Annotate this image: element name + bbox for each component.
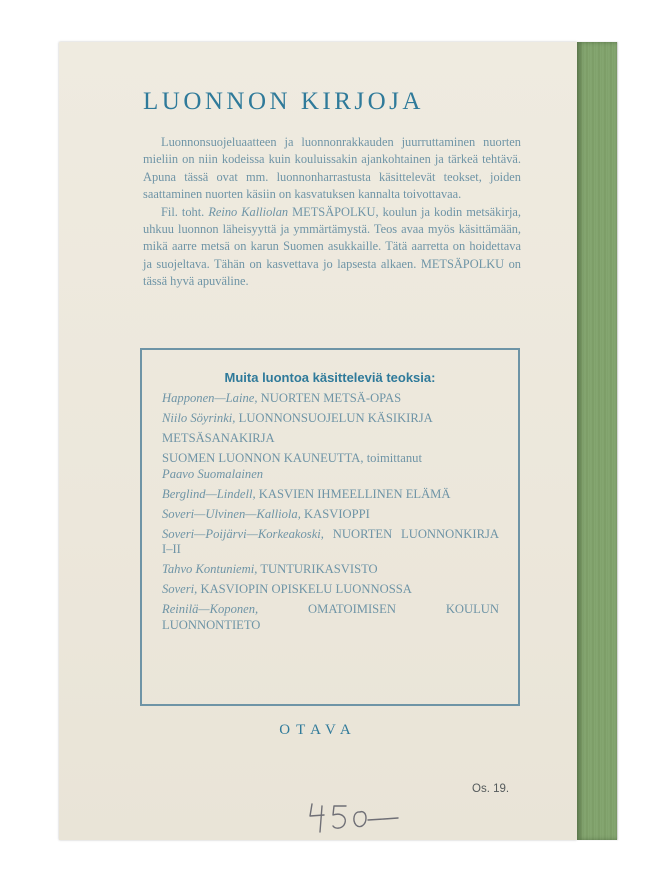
book-entry xyxy=(162,582,499,598)
book-author: Happonen—Laine, xyxy=(162,391,258,405)
book-author: Tahvo Kontuniemi, xyxy=(162,562,258,577)
book-author: Soveri, xyxy=(162,582,198,597)
book-entry xyxy=(162,507,499,523)
intro-lead: Fil. toht. xyxy=(161,204,205,219)
book-entry xyxy=(162,391,499,407)
book-title: SUOMEN LUONNON KAUNEUTTA, xyxy=(162,450,364,465)
intro-text xyxy=(143,134,521,291)
publisher-name: OTAVA xyxy=(279,722,357,738)
book-author: Niilo Söyrinki, xyxy=(162,410,236,425)
intro-body: METSÄPOLKU, koulun ja kodin metsäkirja, uhkuu luonnon läheisyyttä ja ymmärtämystä. Teos avaa myös käsittämään, mikä aarre metsä on karun Suomen asukkaille. Tätä aarretta on hoidettava ja suojeltava. Tähän on kasvettava jo lapsesta alkaen. METSÄPOLKU on tässä hyvä apuväline. xyxy=(143,204,521,289)
book-author: Berglind—Lindell, xyxy=(162,486,256,501)
intro-paragraph-2 xyxy=(143,204,521,291)
intro-paragraph-1: Luonnonsuojeluaatteen ja luonnonrakkauden juurruttaminen nuorten mieliin on niin kodeissa kuin kouluissakin ajankohtainen ja tärkeä tehtävä. Apuna tässä ovat mm. luonnonharrastusta käsittelevät teokset, joiden saattaminen nuorten käsiin on kasvatuksen kannalta toivottavaa. xyxy=(143,135,521,202)
book-title: NUORTEN METSÄ-OPAS xyxy=(260,391,402,405)
book-entry xyxy=(162,431,499,447)
book-list xyxy=(162,391,499,638)
book-title: LUONNONSUOJELUN KÄSIKIRJA xyxy=(238,410,433,425)
book-title: NUORTEN LUONNONKIRJA I–II xyxy=(162,526,499,557)
book-entry xyxy=(162,411,499,427)
handwritten-price-mark xyxy=(302,798,412,838)
book-editor: Paavo Suomalainen xyxy=(162,466,264,481)
book-list-box xyxy=(140,348,520,706)
book-list-heading: Muita luontoa käsitteleviä teoksia: xyxy=(224,370,436,385)
book-author: Reinilä—Koponen, xyxy=(162,602,259,617)
book-spine xyxy=(577,42,617,840)
book-author: Soveri—Poijärvi—Korkeakoski, xyxy=(162,526,324,541)
book-entry xyxy=(162,527,499,558)
book-entry xyxy=(162,451,499,482)
book-title: KASVIEN IHMEELLINEN ELÄMÄ xyxy=(258,486,451,501)
catalog-code: Os. 19. xyxy=(472,783,510,795)
book-entry xyxy=(162,487,499,503)
book-author: Soveri—Ulvinen—Kalliola, xyxy=(162,506,301,521)
book-title: TUNTURIKASVISTO xyxy=(260,562,378,577)
book-extra: toimittanut xyxy=(366,450,422,465)
book-title: KASVIOPPI xyxy=(304,506,370,521)
series-title: LUONNON KIRJOJA xyxy=(143,88,424,115)
book-entry xyxy=(162,562,499,578)
book-entry xyxy=(162,602,499,633)
book-title: OMATOIMISEN KOULUN LUONNONTIETO xyxy=(162,602,499,632)
intro-author: Reino Kalliolan xyxy=(208,204,289,219)
book-title: METSÄSANAKIRJA xyxy=(162,430,275,445)
book-title: KASVIOPIN OPISKELU LUONNOSSA xyxy=(200,582,412,597)
